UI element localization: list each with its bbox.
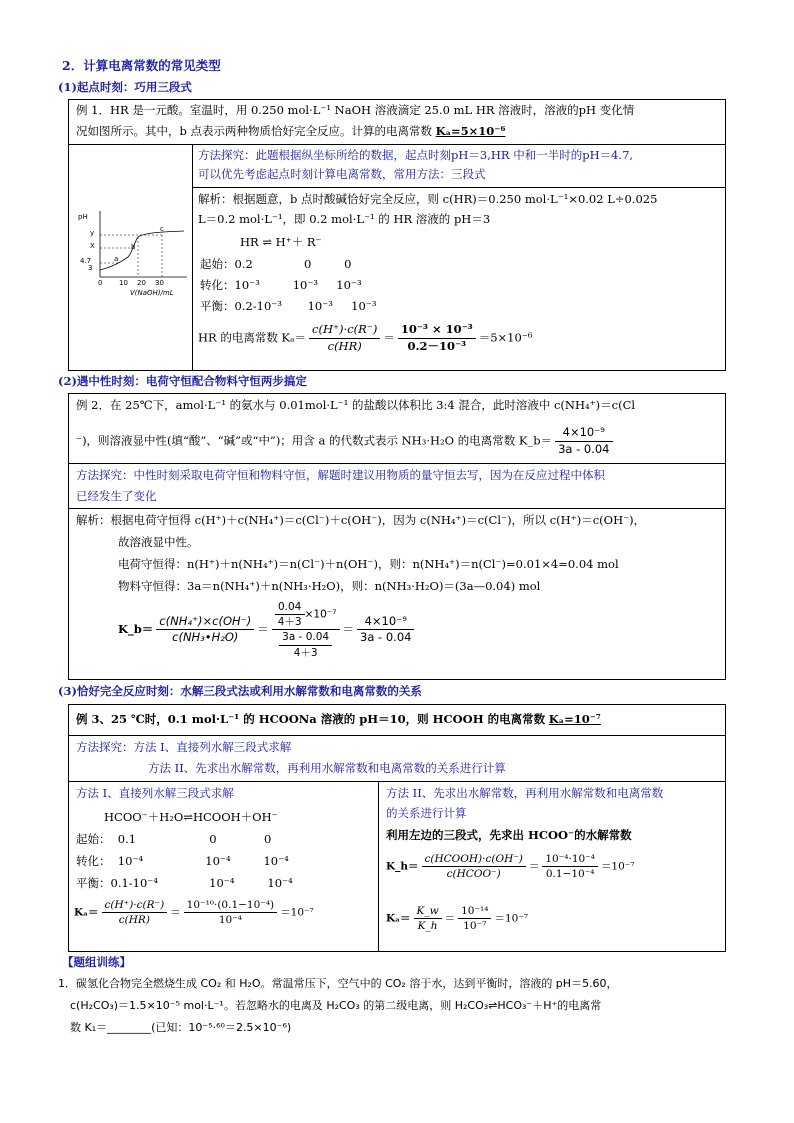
ex2-kb-fraction3	[357, 614, 414, 646]
ex3-right-line: 利用左边的三段式，先求出 HCOO⁻的水解常数	[386, 828, 632, 842]
point-a: a	[114, 255, 119, 263]
ex2-kb-fraction1	[156, 614, 254, 646]
ex1-question-line1: 例 1．HR 是一元酸。室温时，用 0.250 mol·L⁻¹ NaOH 溶液滴定 25.0 mL HR 溶液时，溶液的pH 变化情	[76, 103, 635, 117]
titration-graph	[72, 205, 190, 297]
frac-num: c(H⁺)·c(R⁻)	[102, 898, 168, 913]
ex3-left-row-start: 起始： 0.1 0 0	[76, 832, 272, 846]
xtick-10: 10	[119, 279, 128, 287]
subheading-3: (3)恰好完全反应时刻：水解三段式法或利用水解常数和电离常数的关系	[58, 684, 422, 698]
ex1-row-equilibrium: 平衡：0.2-10⁻³ 10⁻³ 10⁻³	[200, 299, 377, 313]
x-axis-label: V(NaOH)/mL	[130, 289, 174, 297]
inner-frac	[279, 630, 332, 659]
ytick-y: y	[90, 229, 95, 237]
frac-den: c(HR)	[118, 914, 150, 927]
ex3-right-title1: 方法 II、先求出水解常数，再利用水解常数和电离常数	[386, 786, 664, 800]
ex1-row-change: 转化：10⁻³ 10⁻³ 10⁻³	[200, 278, 362, 292]
ex1-solution-line1: 解析：根据题意，b 点时酸碱恰好完全反应，则 c(HR)＝0.250 mol·L⁻¹×0.02 L÷0.025	[198, 192, 658, 206]
point-c: c	[160, 225, 164, 233]
frac-num	[272, 600, 340, 630]
ex3-left-equation: HCOO⁻＋H₂O⇌HCOOH＋OH⁻	[104, 810, 278, 824]
divider	[68, 508, 726, 509]
frac-den: 4＋3	[293, 646, 318, 659]
ex1-question-line2	[76, 124, 505, 140]
section-title: 2．计算电离常数的常见类型	[62, 58, 221, 73]
kh-label: K_h＝	[386, 860, 419, 873]
ex3-left-row-eq: 平衡：0.1-10⁻⁴ 10⁻⁴ 10⁻⁴	[76, 876, 293, 890]
ex1-question-text: 况如图所示。其中，b 点表示两种物质恰好完全反应。计算的电离常数	[76, 124, 433, 138]
ytick-4.7: 4.7	[80, 257, 92, 265]
ytick-x: X	[90, 242, 95, 250]
xtick-30: 30	[155, 279, 164, 287]
question-1-line3[interactable]: 数 K₁＝________(已知：10⁻⁵·⁶⁰＝2.5×10⁻⁶)	[70, 1021, 292, 1034]
ex1-row-start: 起始：0.2 0 0	[200, 257, 352, 271]
ex3-ka-frac2	[458, 904, 491, 933]
ex3-right-kh: K_h＝ $\frac{\text{c(HCOOH)·c(OH⁻)}}{\text{c(HCOO⁻)}}$ ＝ $\frac{\text{10⁻⁴·10⁻⁴}}{\text{0.1−10⁻⁴}}$ ＝10⁻⁷	[386, 853, 635, 881]
frac-den: 10⁻⁴	[218, 914, 242, 927]
times-ten: ×10⁻⁷	[304, 608, 337, 621]
ex1-ka-result: ＝5×10⁻⁶	[478, 330, 533, 345]
ex2-question-line2	[76, 425, 616, 457]
question-1-line2: c(H₂CO₃)＝1.5×10⁻⁵ mol·L⁻¹。若忽略水的电离及 H₂CO₃ 的第二级电离，则 H₂CO₃⇌HCO₃⁻＋H⁺的电离常	[70, 999, 602, 1012]
frac-num: K_w	[414, 904, 442, 919]
ex2-method-line2: 已经发生了变化	[76, 489, 157, 503]
ex1-ka-fraction2	[398, 322, 476, 354]
frac-den: c(NH₃•H₂O)	[172, 630, 239, 645]
frac-num: 4×10⁻⁹	[555, 425, 612, 442]
ex2-solution-line1: 解析：根据电荷守恒得 c(H⁺)＋c(NH₄⁺)＝c(Cl⁻)＋c(OH⁻)，因为 c(NH₄⁺)＝c(Cl⁻)，所以 c(H⁺)＝c(OH⁻)，	[76, 513, 646, 527]
divider	[68, 735, 726, 736]
frac-num: 4×10⁻⁹	[357, 614, 414, 631]
ex2-question-text: ⁻)，则溶液显中性(填“酸”、“碱”或“中”)；用含 a 的代数式表示 NH₃·H₂O 的电离常数 K_b＝	[76, 433, 553, 448]
ex3-question	[76, 712, 601, 728]
frac-num: 10⁻¹⁰·(0.1−10⁻⁴)	[184, 898, 277, 913]
ex2-solution-line4: 物料守恒得：3a＝n(NH₄⁺)＋n(NH₃·H₂O)，则：n(NH₃·H₂O)＝(3a—0.04) mol	[118, 579, 541, 593]
ex3-question-text: 例 3、25 ℃时，0.1 mol·L⁻¹ 的 HCOONa 溶液的 pH＝10，则 HCOOH 的电离常数	[76, 712, 546, 726]
frac-num: 10⁻¹⁴	[458, 904, 491, 919]
frac-den: 3a - 0.04	[360, 630, 412, 645]
ex1-method-line1: 方法探究：此题根据纵坐标所给的数据，起点时刻pH＝3,HR 中和一半时的pH＝4.7,	[198, 148, 634, 162]
ex2-kb-fraction2	[272, 600, 340, 660]
ex3-right-title2: 的关系进行计算	[386, 806, 467, 820]
divider	[68, 781, 726, 782]
divider	[378, 781, 379, 952]
ex3-left-title: 方法 I、直接列水解三段式求解	[76, 786, 234, 800]
ex3-left-ka: Kₐ＝ $\frac{c(H^+)\cdot c(R^-)}{c(HR)}$ ＝ $\frac{\text{10⁻¹⁰·(0.1−10⁻⁴)}}{\text{10⁻⁴}}$ ＝10⁻⁷	[74, 899, 314, 927]
ex2-kb-label: K_b＝	[118, 622, 154, 637]
ka-label: Kₐ＝	[74, 906, 99, 919]
ex1-ka-expression: HR 的电离常数 Kₐ＝ $\frac{c(H^+)\cdot c(R^-)}{c(HR)}$ ＝ $\frac{\text{10⁻³ × 10⁻³}}{\text{0.2－10⁻³}}$ ＝5×10⁻⁶	[198, 322, 533, 353]
frac-den: c(HR)	[327, 338, 362, 353]
ex1-answer: Kₐ=5×10⁻⁶	[435, 124, 506, 138]
result: ＝10⁻⁷	[494, 912, 529, 925]
point-b: b	[131, 243, 136, 251]
ex1-method-line2: 可以优先考虑起点时刻计算电离常数，常用方法：三段式	[198, 167, 486, 181]
ex1-ka-label: HR 的电离常数 Kₐ＝	[198, 330, 307, 345]
ex2-kb-expression: K_b＝ $\frac{\text{c(NH₄⁺)×c(OH⁻)}}{\text{c(NH₃•H₂O)}}$ ＝ $\frac{0.04}{4+3}$ ×10⁻⁷ $\frac{3a - 0.04}{4+3}$ ＝ $\frac{\text{4×10⁻⁹}}{3a - 0.04}$	[118, 600, 417, 660]
ex3-ka-frac1	[414, 904, 442, 933]
ex2-solution-line3: 电荷守恒得：n(H⁺)＋n(NH₄⁺)＝n(Cl⁻)＋n(OH⁻)，则：n(NH₄⁺)＝n(Cl⁻)=0.01×4=0.04 mol	[118, 557, 619, 571]
frac-num: c(H⁺)·c(R⁻)	[309, 322, 380, 339]
ex3-left-frac2	[184, 898, 277, 927]
frac-den: 0.1−10⁻⁴	[545, 868, 595, 881]
ex2-question-line1: 例 2．在 25℃下，amol·L⁻¹ 的氨水与 0.01mol·L⁻¹ 的盐酸以体积比 3:4 混合，此时溶液中 c(NH₄⁺)＝c(Cl	[76, 398, 636, 412]
frac-den: K_h	[417, 920, 438, 933]
ex3-answer: Kₐ=10⁻⁷	[548, 712, 601, 726]
ex1-ka-fraction1	[309, 322, 380, 354]
ytick-3: 3	[88, 264, 93, 272]
ex2-method-line1: 方法探究：中性时刻采取电荷守恒和物料守恒，解题时建议用物质的量守恒去写，因为在反应过程中体积	[76, 468, 605, 482]
frac-den: 0.2－10⁻³	[407, 338, 467, 353]
subheading-2: (2)遇中性时刻：电荷守恒配合物料守恒两步搞定	[58, 374, 307, 388]
subheading-1: (1)起点时刻：巧用三段式	[58, 80, 192, 94]
ex3-left-frac1	[102, 898, 168, 927]
ka-label: Kₐ＝	[386, 912, 411, 925]
divider	[68, 463, 726, 464]
ex3-method-b: 方法 II、先求出水解常数，再利用水解常数和电离常数的关系进行计算	[148, 761, 506, 775]
titration-curve	[100, 231, 184, 270]
ex1-solution-line2: L＝0.2 mol·L⁻¹，即 0.2 mol·L⁻¹ 的 HR 溶液的 pH＝3	[198, 212, 491, 226]
frac-num: c(HCOOH)·c(OH⁻)	[422, 852, 526, 867]
result: ＝10⁻⁷	[600, 860, 635, 873]
inner-frac	[275, 600, 305, 629]
ex3-right-ka: Kₐ＝ $\frac{K\_w}{K\_h}$ ＝ $\frac{\text{10⁻¹⁴}}{\text{10⁻⁷}}$ ＝10⁻⁷	[386, 905, 529, 933]
frac-den: 4＋3	[277, 616, 302, 629]
ex3-kh-frac1	[422, 852, 526, 881]
frac-den	[272, 630, 340, 659]
divider	[192, 144, 193, 371]
frac-num: 10⁻⁴·10⁻⁴	[542, 852, 598, 867]
frac-num: c(NH₄⁺)×c(OH⁻)	[156, 614, 254, 631]
frac-den: c(HCOO⁻)	[446, 868, 501, 881]
frac-den: 10⁻⁷	[463, 920, 487, 933]
divider	[192, 187, 726, 188]
frac-den: 3a - 0.04	[558, 441, 610, 456]
divider	[68, 144, 726, 145]
frac-num: 3a - 0.04	[279, 630, 332, 645]
ex3-method-a: 方法探究：方法 I、直接列水解三段式求解	[76, 740, 292, 754]
result: ＝10⁻⁷	[280, 906, 314, 919]
training-title: 【题组训练】	[62, 955, 131, 969]
question-1-line1: 1．碳氢化合物完全燃烧生成 CO₂ 和 H₂O。常温常压下，空气中的 CO₂ 溶于水，达到平衡时，溶液的 pH＝5.60，	[58, 977, 618, 990]
xtick-0: 0	[98, 279, 103, 287]
ex2-kb-answer-fraction	[555, 425, 612, 457]
frac-num: 10⁻³ × 10⁻³	[398, 322, 476, 339]
frac-num: 0.04	[275, 600, 305, 615]
ex2-solution-line2: 故溶液显中性。	[118, 535, 199, 549]
ex3-kh-frac2	[542, 852, 598, 881]
xtick-20: 20	[137, 279, 146, 287]
ex1-equation: HR ⇌ H⁺＋ R⁻	[240, 235, 322, 249]
y-axis-label: pH	[78, 213, 88, 221]
ex3-left-row-change: 转化： 10⁻⁴ 10⁻⁴ 10⁻⁴	[76, 854, 289, 868]
